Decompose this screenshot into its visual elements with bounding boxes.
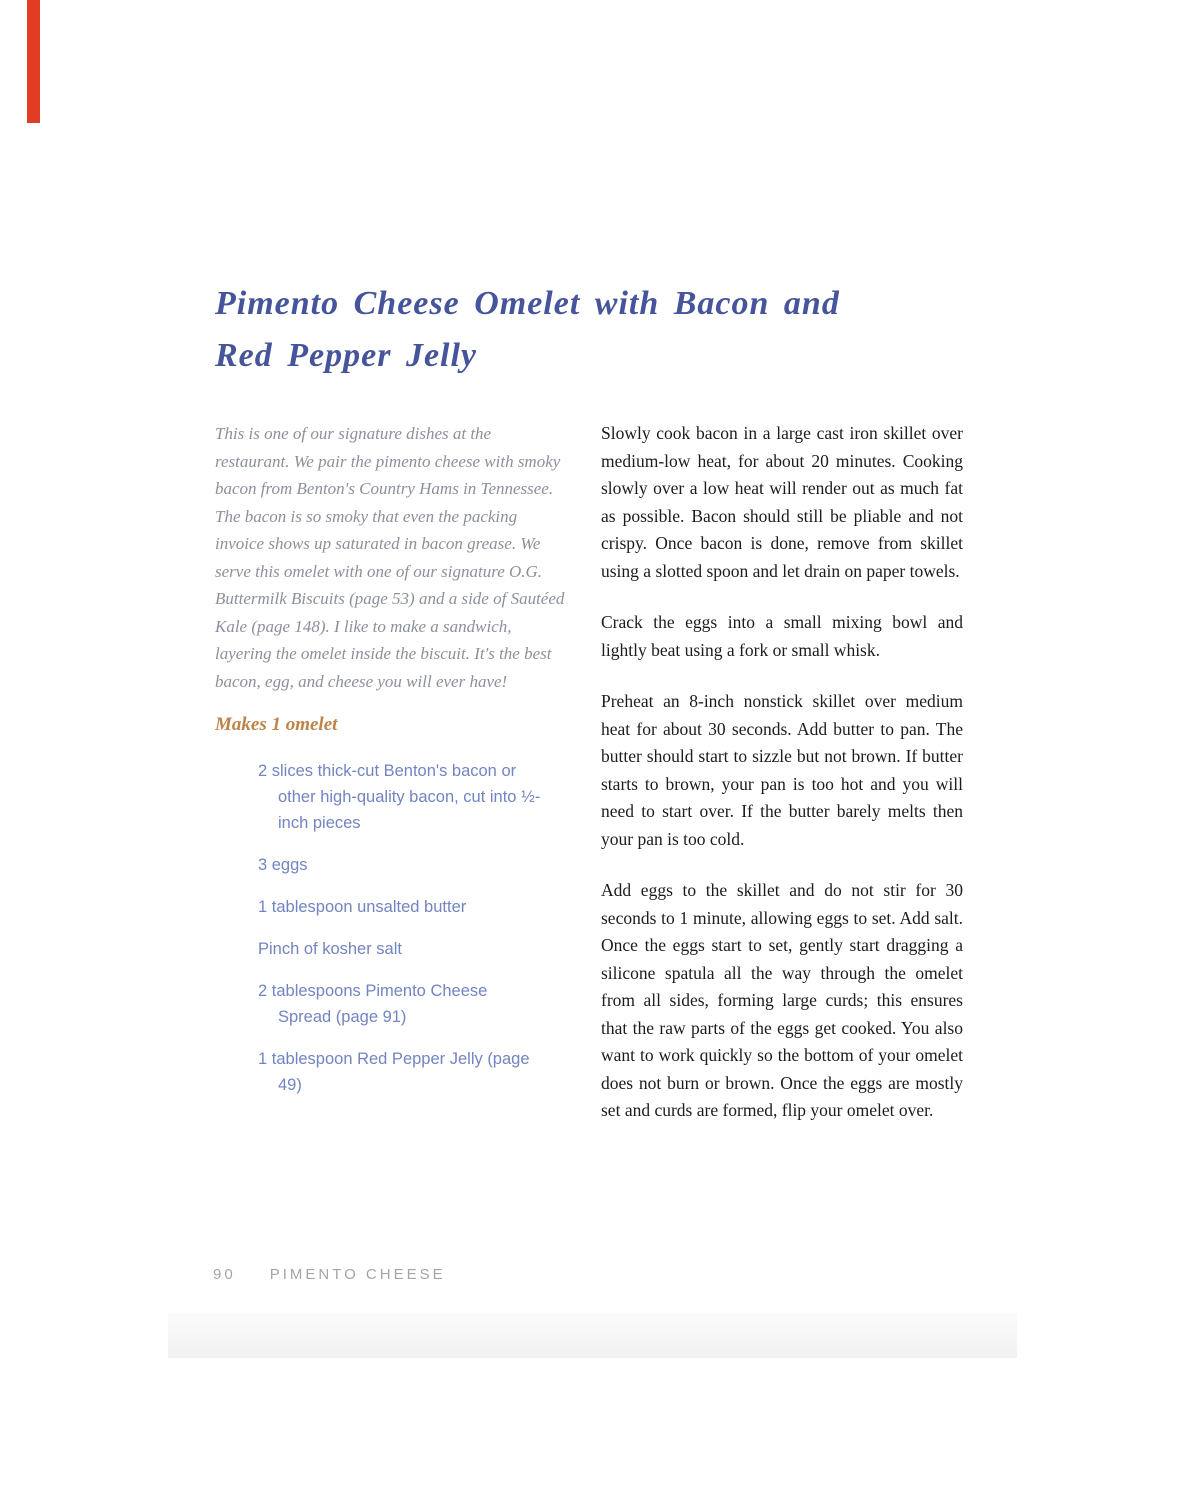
instructions-column	[601, 420, 963, 1149]
instruction-paragraph: Slowly cook bacon in a large cast iron skillet over medium-low heat, for about 20 minutes. Cooking slowly over a low heat will render out as much fat as possible. Bacon should still be pliable and not crispy. Once bacon is done, remove from skillet using a slotted spoon and let drain on paper towels.	[601, 423, 963, 581]
instruction-paragraph: Add eggs to the skillet and do not stir for 30 seconds to 1 minute, allowing eggs to set. Add salt. Once the eggs start to set, gently start dragging a silicone spatula all the way through the omelet from all sides, forming large curds; this ensures that the raw parts of the eggs get cooked. You also want to work quickly so the bottom of your omelet does not burn or brown. Once the eggs are mostly set and curds are formed, flip your omelet over.	[601, 880, 963, 1120]
ingredient-item: 1 tablespoon Red Pepper Jelly (page 49)	[258, 1050, 530, 1094]
ingredient-item: 2 slices thick-cut Benton's bacon or other high-quality bacon, cut into ½-inch pieces	[258, 762, 541, 832]
ingredient-item: 2 tablespoons Pimento Cheese Spread (page 91)	[258, 982, 488, 1026]
recipe-left-column	[215, 420, 569, 1114]
page-number: 90	[213, 1266, 236, 1283]
instruction-paragraph: Crack the eggs into a small mixing bowl and lightly beat using a fork or small whisk.	[601, 612, 963, 660]
bookmark-ribbon-icon[interactable]	[27, 0, 40, 123]
page-footer	[213, 1266, 446, 1283]
ingredient-item: 1 tablespoon unsalted butter	[258, 898, 467, 916]
instruction-paragraph: Preheat an 8-inch nonstick skillet over medium heat for about 30 seconds. Add butter to pan. The butter should start to sizzle but not brown. If butter starts to brown, your pan is too hot and you will need to start over. If the butter barely melts then your pan is too cold.	[601, 691, 963, 849]
ingredient-list	[215, 758, 543, 1098]
recipe-headnote: This is one of our signature dishes at the restaurant. We pair the pimento cheese with smoky bacon from Benton's Country Hams in Tennessee. The bacon is so smoky that even the packing invoice shows up saturated in bacon grease. We serve this omelet with one of our signature O.G. Buttermilk Biscuits (page 53) and a side of Sautéed Kale (page 148). I like to make a sandwich, layering the omelet inside the biscuit. It's the best bacon, egg, and cheese you will ever have!	[215, 424, 565, 691]
yield-label: Makes 1 omelet	[215, 714, 338, 735]
next-page-edge	[168, 1313, 1017, 1358]
ingredient-item: Pinch of kosher salt	[258, 940, 402, 958]
ingredient-item: 3 eggs	[258, 856, 308, 874]
recipe-title: Pimento Cheese Omelet with Bacon and Red Pepper Jelly	[215, 285, 840, 374]
running-head-book-title: PIMENTO CHEESE	[269, 1266, 446, 1283]
